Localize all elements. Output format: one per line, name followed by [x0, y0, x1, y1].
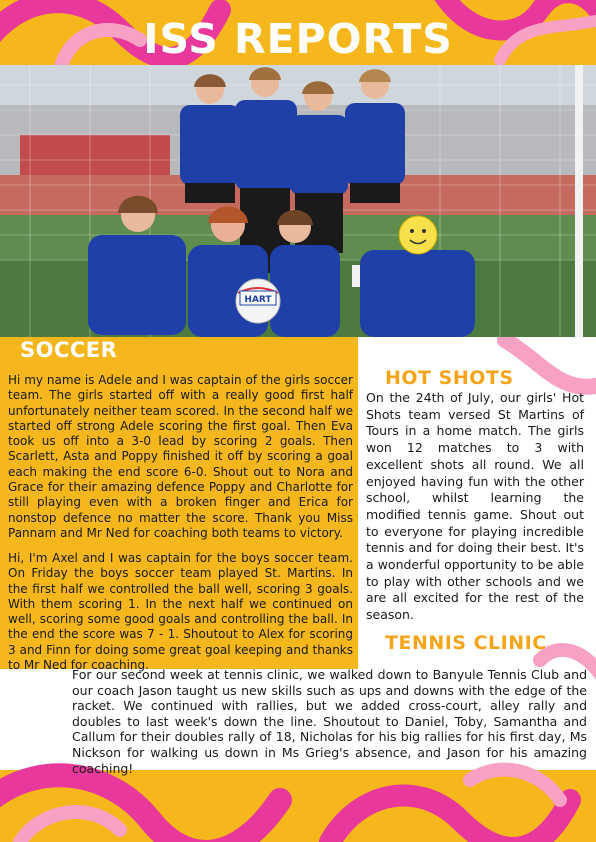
- hot-shots-heading: HOT SHOTS: [385, 367, 514, 389]
- soccer-heading: SOCCER: [20, 338, 118, 362]
- tennis-clinic-heading: TENNIS CLINIC: [385, 632, 547, 654]
- tennis-clinic-report: For our second week at tennis clinic, we walked down to Banyule Tennis Club and our coach Jason taught us new skills such as ups and downs with the edge of the racket. We continued with rallies, but we added cross-court, alley rally and doubles to last week's down the line. Shoutout to Daniel, Toby, Samantha and Callum for their doubles rally of 18, Nicholas for his big rallies for his first day, Ms Nickson for walking us down in Ms Grieg's absence, and Jason for his amazing coaching!: [72, 667, 587, 776]
- team-photo: [0, 65, 596, 337]
- soccer-boys-report: Hi, I'm Axel and I was captain for the boys soccer team. On Friday the boys soccer team played St. Martins. In the first half we controlled the ball well, scoring 3 goals. With them scoring 1. In the next half we continued on well, scoring some good goals and controlling the ball. In the end the score was 7 - 1. Shoutout to Alex for scoring 3 and Finn for doing some great goal keeping and thanks to Mr Ned for coaching.: [8, 551, 353, 673]
- hot-shots-report: On the 24th of July, our girls' Hot Shots team versed St Martins of Tours in a home match. The girls won 12 matches to 3 with excellent shots all round. We all enjoyed having fun with the other school, whilst learning the modified tennis game. Shout out to everyone for playing incredible tennis and for doing their best. It's a wonderful opportunity to be able to play with other schools and we are all excited for the rest of the season.: [366, 390, 584, 623]
- hot-shots-swirl: [505, 340, 596, 387]
- page-title: ISS REPORTS: [143, 15, 453, 63]
- soccer-ball: [236, 279, 280, 323]
- ball-label: HART: [244, 295, 272, 305]
- soccer-girls-report: Hi my name is Adele and I was captain of the girls soccer team. The girls started off with a really good first half unfortunately neither team scored. In the second half we started off strong Adele scoring the first goal. Then Eva took us off into a 3-0 lead by scoring 2 goals. Then Scarlett, Asta and Poppy finished it off by scoring a goal each making the end score 6-0. Shout out to Nora and Grace for their amazing defence Poppy and Charlotte for still playing even with a broken finger and Erica for nonstop defence no matter the score. Thank you Miss Pannam and Mr Ned for coaching both teams to victory.: [8, 373, 353, 540]
